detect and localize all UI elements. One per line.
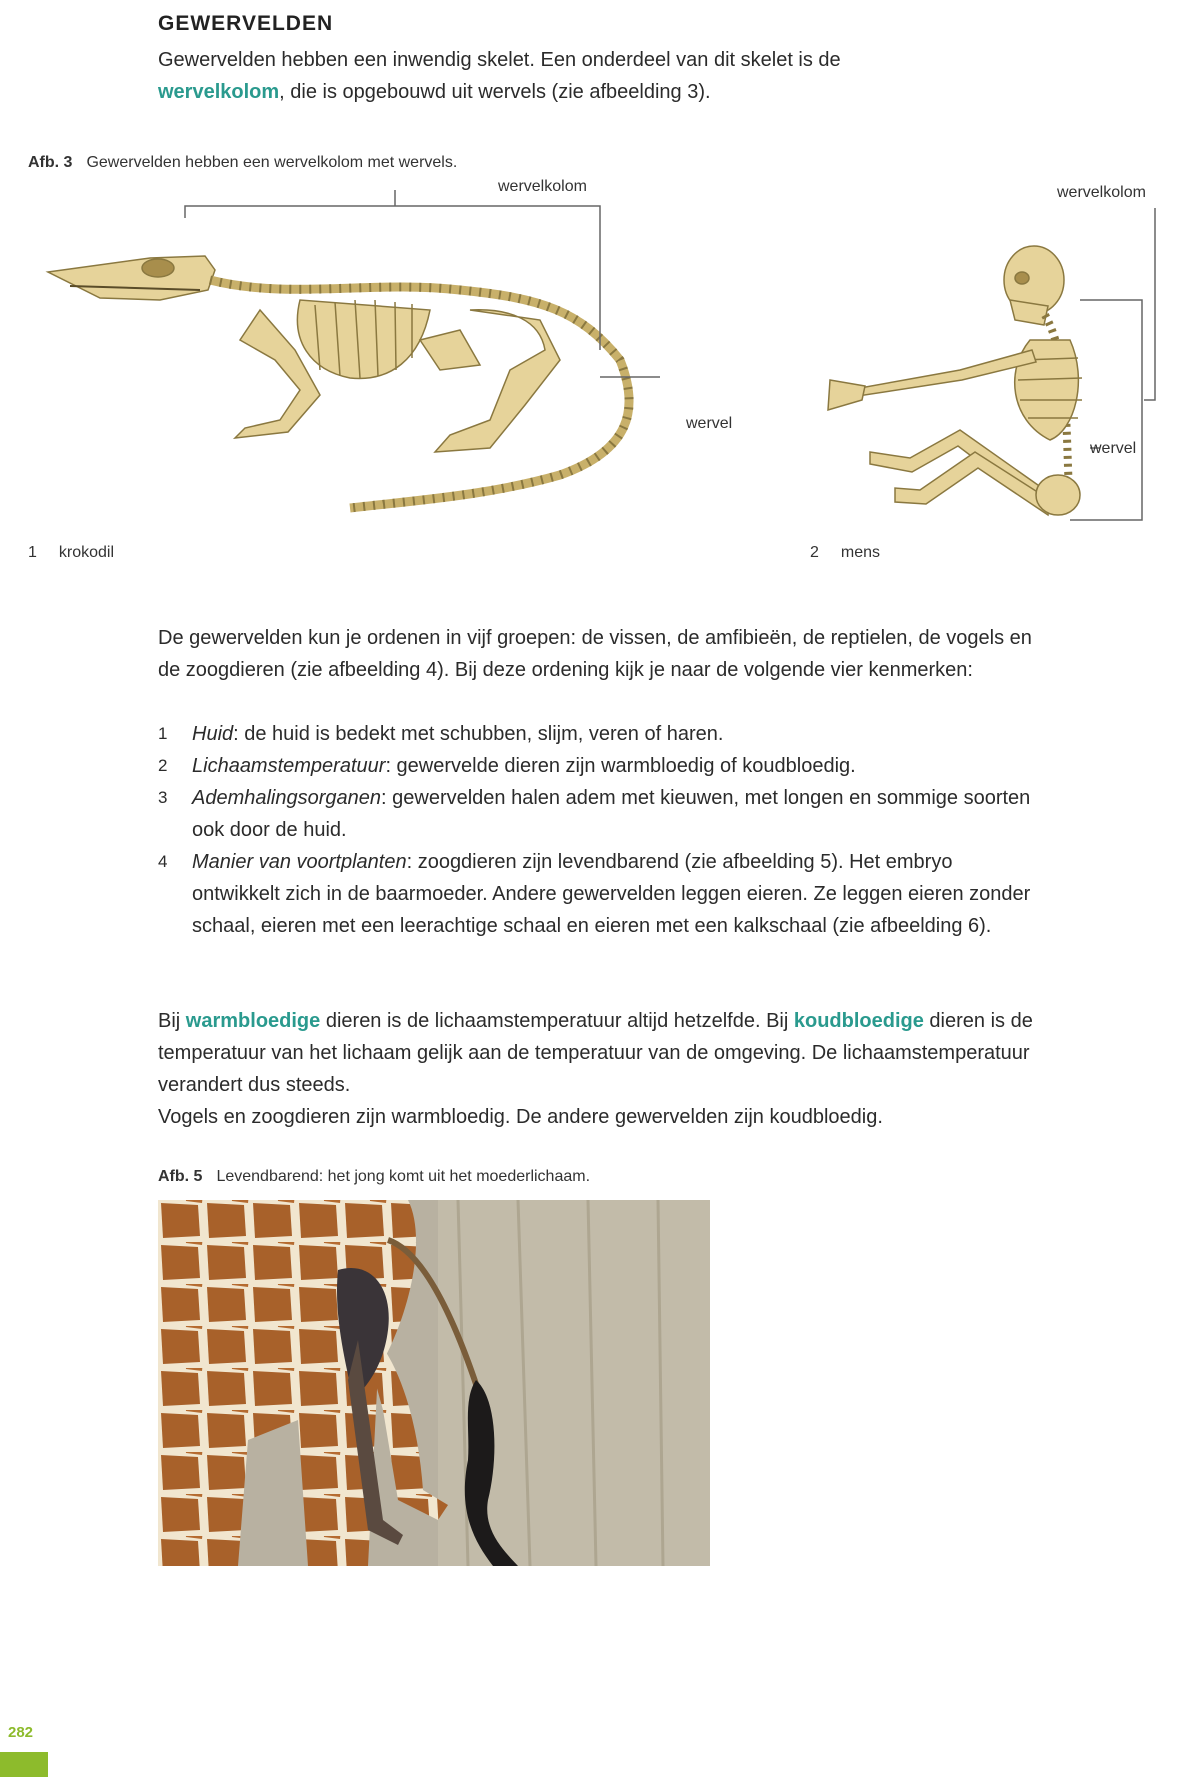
- croc-sub-label: krokodil: [58, 544, 115, 561]
- list-item-number: 3: [158, 788, 168, 807]
- human-label-wervelkolom: wervelkolom: [1057, 184, 1146, 201]
- temperature-text-b: dieren is de lichaamstemperatuur altijd hetzelfde. Bij: [320, 1010, 794, 1032]
- human-skeleton-illustration: [800, 190, 1180, 535]
- figure5-caption: [158, 1168, 590, 1186]
- list-item-number: 2: [158, 756, 168, 775]
- human-sub-caption: [810, 544, 880, 562]
- giraffe-birth-photo: [158, 1200, 710, 1566]
- figure3-number: Afb. 3: [28, 154, 73, 171]
- list-item-number: 4: [158, 852, 168, 871]
- list-item-text: : gewervelden halen adem met kieuwen, met longen en sommige soorten ook door de huid.: [192, 787, 1031, 841]
- figure3-caption-text: Gewervelden hebben een wervelkolom met wervels.: [86, 154, 458, 171]
- list-item-text: : gewervelde dieren zijn warmbloedig of koudbloedig.: [385, 755, 856, 777]
- figure3-caption: [28, 154, 457, 172]
- figure5-number: Afb. 5: [158, 1168, 203, 1185]
- figure5-caption-text: Levendbarend: het jong komt uit het moederlichaam.: [216, 1168, 591, 1185]
- list-item: [158, 846, 1038, 942]
- intro-text-end: , die is opgebouwd uit wervels (zie afbeelding 3).: [279, 81, 711, 103]
- intro-paragraph: [158, 44, 938, 108]
- intro-text: Gewervelden hebben een inwendig skelet. Een onderdeel van dit skelet is de: [158, 49, 841, 71]
- temperature-text-a: Bij: [158, 1010, 186, 1032]
- temperature-text-c: dieren is de temperatuur van het lichaam gelijk aan de temperatuur van de omgeving. De lichaamstemperatuur verandert dus steeds.: [158, 1010, 1033, 1096]
- human-sub-label: mens: [840, 544, 881, 561]
- list-item-term: Ademhalingsorganen: [192, 787, 382, 809]
- list-item-number: 1: [158, 724, 168, 743]
- temperature-summary: Vogels en zoogdieren zijn warmbloedig. De andere gewervelden zijn koudbloedig.: [158, 1106, 883, 1128]
- list-item: [158, 782, 1038, 846]
- human-label-wervel: wervel: [1090, 440, 1137, 457]
- classification-paragraph: De gewervelden kun je ordenen in vijf groepen: de vissen, de amfibieën, de reptielen, de vogels en de zoogdieren (zie afbeelding 4). Bij deze ordening kijk je naar de volgende vier kenmerken:: [158, 627, 1032, 681]
- list-item-term: Manier van voortplanten: [192, 851, 407, 873]
- term-warmbloedige: warmbloedige: [185, 1010, 321, 1032]
- characteristics-list: [158, 718, 1038, 942]
- list-item-text: : zoogdieren zijn levendbarend (zie afbeelding 5). Het embryo ontwikkelt zich in de baarmoeder. Andere gewervelden leggen eieren. Ze leggen eieren zonder schaal, eieren met een leerachtige schaal en eieren met een kalkschaal (zie afbeelding 6).: [192, 851, 1031, 937]
- list-item: [158, 750, 1038, 782]
- crocodile-skeleton-illustration: [40, 190, 760, 530]
- list-item-text: : de huid is bedekt met schubben, slijm, veren of haren.: [233, 723, 724, 745]
- section-heading: GEWERVELDEN: [158, 12, 334, 35]
- temperature-paragraph: [158, 1005, 1038, 1133]
- croc-label-wervelkolom: wervelkolom: [498, 178, 587, 195]
- term-koudbloedige: koudbloedige: [793, 1010, 924, 1032]
- list-item: [158, 718, 1038, 750]
- croc-sub-caption: [28, 544, 114, 562]
- croc-skull: [48, 256, 215, 300]
- croc-label-wervel: wervel: [686, 415, 733, 432]
- human-sub-number: 2: [810, 544, 819, 561]
- croc-sub-number: 1: [28, 544, 37, 561]
- page-corner-bar: [0, 1752, 48, 1777]
- list-item-term: Lichaamstemperatuur: [192, 755, 386, 777]
- page-number: 282: [8, 1724, 34, 1741]
- term-wervelkolom: wervelkolom: [158, 81, 280, 103]
- list-item-term: Huid: [192, 723, 234, 745]
